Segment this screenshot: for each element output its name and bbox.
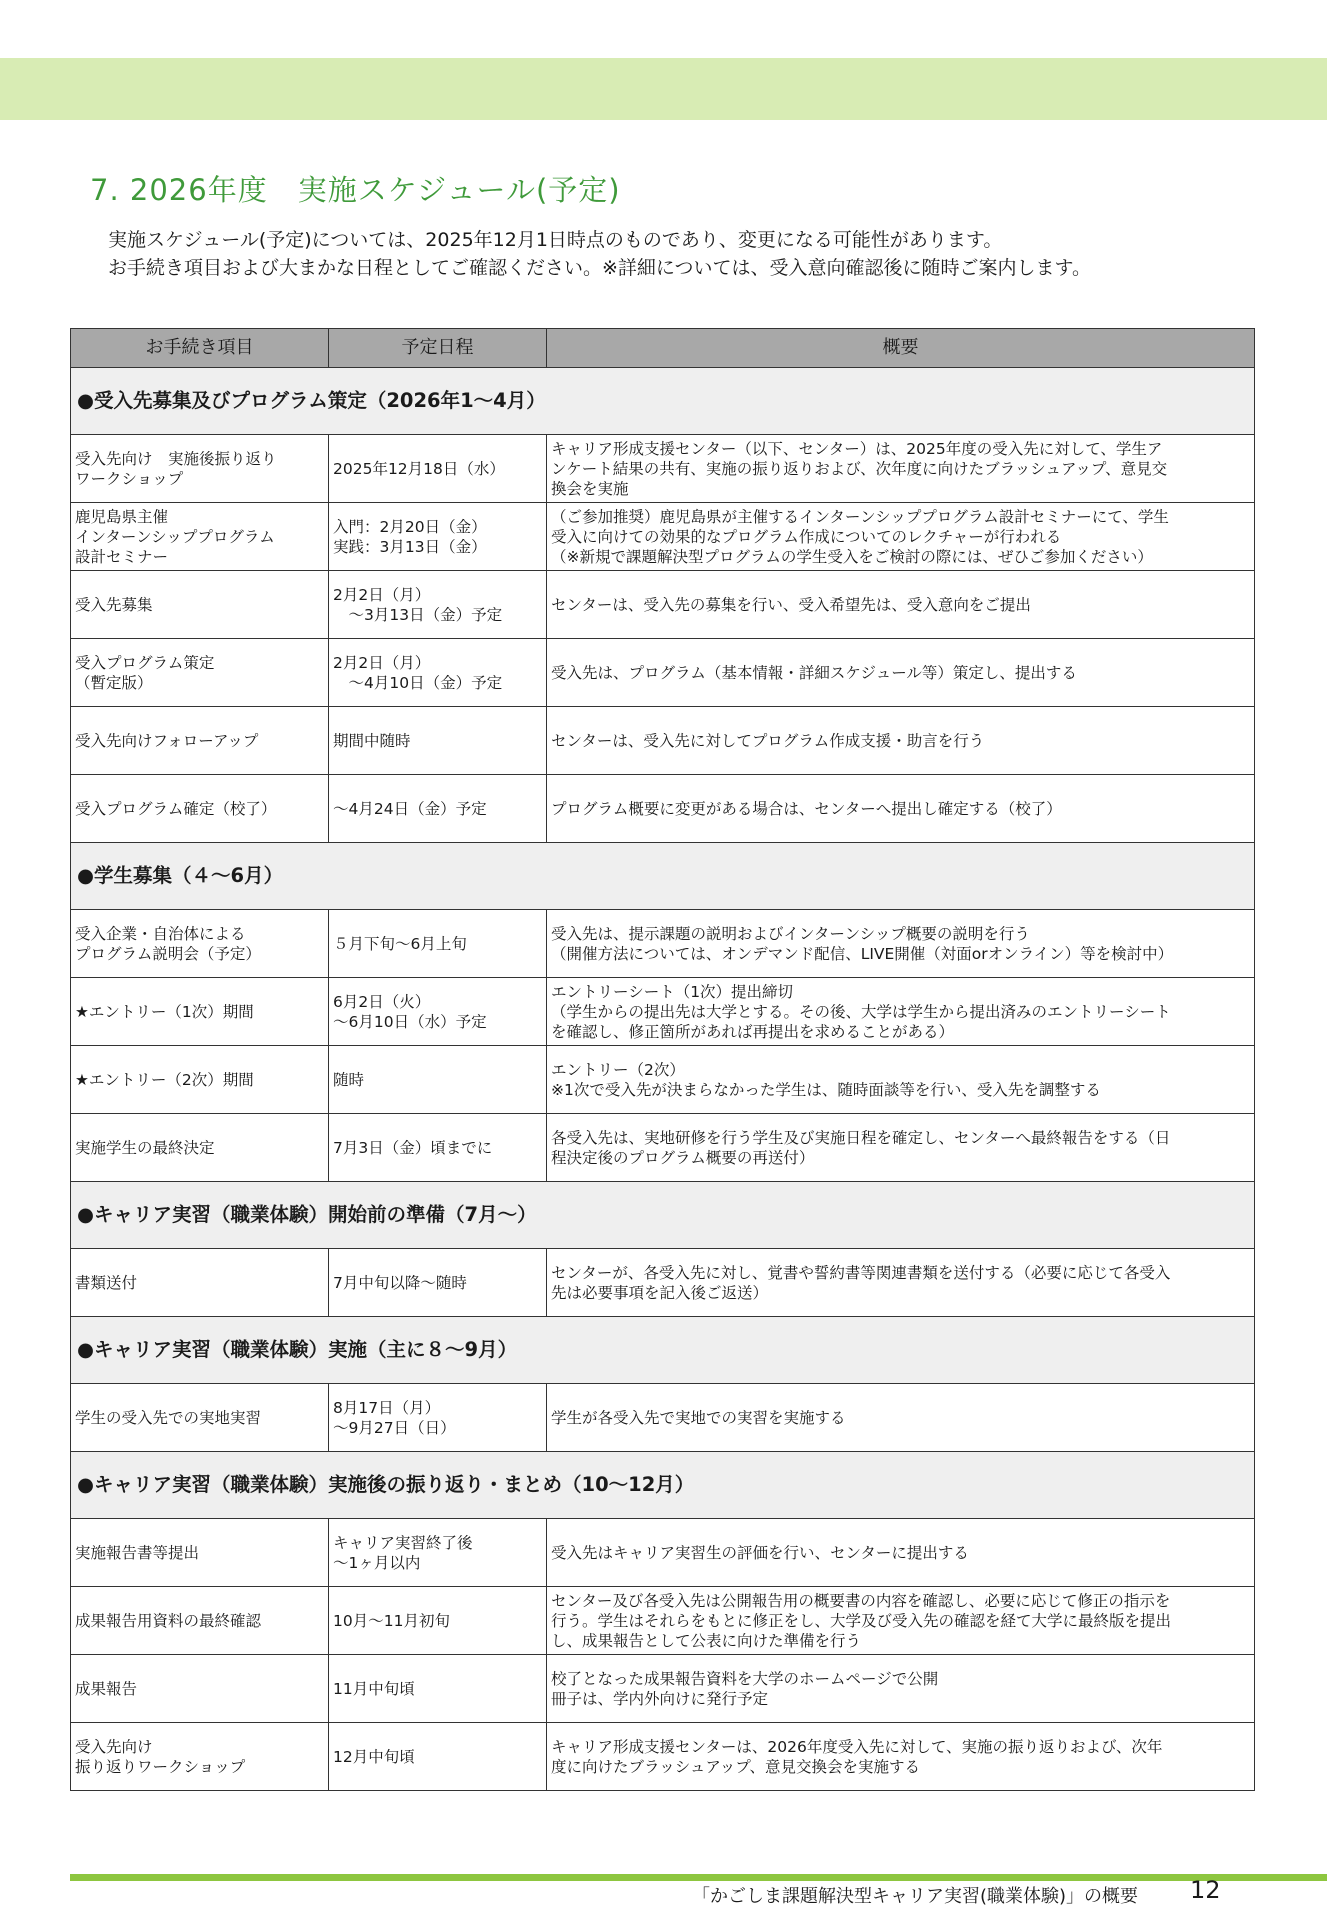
group-row	[71, 368, 1255, 435]
cell-date: 2月2日（月） ～4月10日（金）予定	[329, 639, 547, 707]
cell-item: 受入先募集	[71, 571, 329, 639]
cell-summary: 各受入先は、実地研修を行う学生及び実施日程を確定し、センターへ最終報告をする（日 程決定後のプログラム概要の再送付）	[547, 1114, 1255, 1182]
cell-summary: （ご参加推奨）鹿児島県が主催するインターンシッププログラム設計セミナーにて、学生 受入に向けての効果的なプログラム作成についてのレクチャーが行われる （※新規で課題解決型プログラムの学生受入をご検討の際には、ぜひご参加ください）	[547, 503, 1255, 571]
intro-line-1: 実施スケジュール(予定)については、2025年12月1日時点のものであり、変更になる可能性があります。	[108, 229, 1003, 251]
table-row	[71, 571, 1255, 639]
group-row	[71, 1317, 1255, 1384]
table-row	[71, 503, 1255, 571]
group-title: ●キャリア実習（職業体験）開始前の準備（7月～）	[71, 1182, 1255, 1249]
group-title: ●受入先募集及びプログラム策定（2026年1～4月）	[71, 368, 1255, 435]
page-number: 12	[1190, 1876, 1221, 1904]
cell-item: 成果報告用資料の最終確認	[71, 1587, 329, 1655]
cell-item: 受入先向けフォローアップ	[71, 707, 329, 775]
table-row	[71, 775, 1255, 843]
cell-item: 実施報告書等提出	[71, 1519, 329, 1587]
cell-summary: 校了となった成果報告資料を大学のホームページで公開 冊子は、学内外向けに発行予定	[547, 1655, 1255, 1723]
cell-summary: 受入先は、プログラム（基本情報・詳細スケジュール等）策定し、提出する	[547, 639, 1255, 707]
header-summary: 概要	[547, 329, 1255, 368]
cell-date: 随時	[329, 1046, 547, 1114]
cell-item: 受入プログラム確定（校了）	[71, 775, 329, 843]
group-title: ●キャリア実習（職業体験）実施（主に８～9月）	[71, 1317, 1255, 1384]
cell-item: 書類送付	[71, 1249, 329, 1317]
table-header-row	[71, 329, 1255, 368]
header-item: お手続き項目	[71, 329, 329, 368]
cell-date: ５月下旬～6月上旬	[329, 910, 547, 978]
table-row	[71, 910, 1255, 978]
table-row	[71, 435, 1255, 503]
table-row	[71, 1384, 1255, 1452]
cell-summary: 受入先は、提示課題の説明およびインターンシップ概要の説明を行う （開催方法については、オンデマンド配信、LIVE開催（対面orオンライン）等を検討中）	[547, 910, 1255, 978]
group-row	[71, 1182, 1255, 1249]
cell-summary: プログラム概要に変更がある場合は、センターへ提出し確定する（校了）	[547, 775, 1255, 843]
intro-text	[108, 226, 1288, 282]
table-row	[71, 639, 1255, 707]
cell-summary: センター及び各受入先は公開報告用の概要書の内容を確認し、必要に応じて修正の指示を 行う。学生はそれらをもとに修正をし、大学及び受入先の確認を経て大学に最終版を提出 し、成果報告として公表に向けた準備を行う	[547, 1587, 1255, 1655]
group-row	[71, 1452, 1255, 1519]
cell-summary: 学生が各受入先で実地での実習を実施する	[547, 1384, 1255, 1452]
cell-summary: 受入先はキャリア実習生の評価を行い、センターに提出する	[547, 1519, 1255, 1587]
cell-summary: キャリア形成支援センター（以下、センター）は、2025年度の受入先に対して、学生ア ンケート結果の共有、実施の振り返りおよび、次年度に向けたブラッシュアップ、意見交 換会を実施	[547, 435, 1255, 503]
footer-divider	[70, 1874, 1327, 1881]
cell-date: ～4月24日（金）予定	[329, 775, 547, 843]
group-title: ●キャリア実習（職業体験）実施後の振り返り・まとめ（10～12月）	[71, 1452, 1255, 1519]
top-header-band	[0, 58, 1327, 120]
cell-item: 受入先向け 振り返りワークショップ	[71, 1723, 329, 1791]
table-row	[71, 1519, 1255, 1587]
cell-date: 入門：2月20日（金） 実践：3月13日（金）	[329, 503, 547, 571]
cell-date: 12月中旬頃	[329, 1723, 547, 1791]
cell-summary: センターは、受入先に対してプログラム作成支援・助言を行う	[547, 707, 1255, 775]
cell-summary: キャリア形成支援センターは、2026年度受入先に対して、実施の振り返りおよび、次年 度に向けたブラッシュアップ、意見交換会を実施する	[547, 1723, 1255, 1791]
cell-date: 11月中旬頃	[329, 1655, 547, 1723]
cell-date: 10月～11月初旬	[329, 1587, 547, 1655]
cell-date: 2月2日（月） ～3月13日（金）予定	[329, 571, 547, 639]
footer-title: 「かごしま課題解決型キャリア実習(職業体験)」の概要	[692, 1886, 1139, 1907]
cell-item: 成果報告	[71, 1655, 329, 1723]
cell-item: 学生の受入先での実地実習	[71, 1384, 329, 1452]
table-row	[71, 978, 1255, 1046]
table-row	[71, 1723, 1255, 1791]
group-row	[71, 843, 1255, 910]
header-date: 予定日程	[329, 329, 547, 368]
cell-date: 6月2日（火） ～6月10日（水）予定	[329, 978, 547, 1046]
table-row	[71, 1249, 1255, 1317]
cell-summary: エントリー（2次） ※1次で受入先が決まらなかった学生は、随時面談等を行い、受入先を調整する	[547, 1046, 1255, 1114]
section-title: 7. 2026年度 実施スケジュール(予定)	[90, 173, 621, 207]
cell-item: ★エントリー（1次）期間	[71, 978, 329, 1046]
cell-item: 受入企業・自治体による プログラム説明会（予定）	[71, 910, 329, 978]
group-title: ●学生募集（４～6月）	[71, 843, 1255, 910]
cell-summary: センターが、各受入先に対し、覚書や誓約書等関連書類を送付する（必要に応じて各受入 先は必要事項を記入後ご返送）	[547, 1249, 1255, 1317]
cell-date: 7月3日（金）頃までに	[329, 1114, 547, 1182]
schedule-table	[70, 328, 1255, 1791]
table-row	[71, 1046, 1255, 1114]
cell-item: 鹿児島県主催 インターンシッププログラム 設計セミナー	[71, 503, 329, 571]
cell-date: 2025年12月18日（水）	[329, 435, 547, 503]
table-row	[71, 1655, 1255, 1723]
intro-line-2: お手続き項目および大まかな日程としてご確認ください。※詳細については、受入意向確認後に随時ご案内します。	[108, 257, 1092, 279]
cell-item: 実施学生の最終決定	[71, 1114, 329, 1182]
cell-date: 期間中随時	[329, 707, 547, 775]
cell-item: 受入プログラム策定 （暫定版）	[71, 639, 329, 707]
schedule-body	[71, 368, 1255, 1791]
cell-date: 8月17日（月） ～9月27日（日）	[329, 1384, 547, 1452]
cell-date: キャリア実習終了後 ～1ヶ月以内	[329, 1519, 547, 1587]
cell-item: ★エントリー（2次）期間	[71, 1046, 329, 1114]
cell-summary: センターは、受入先の募集を行い、受入希望先は、受入意向をご提出	[547, 571, 1255, 639]
cell-date: 7月中旬以降～随時	[329, 1249, 547, 1317]
table-row	[71, 707, 1255, 775]
cell-summary: エントリーシート（1次）提出締切 （学生からの提出先は大学とする。その後、大学は学生から提出済みのエントリーシート を確認し、修正箇所があれば再提出を求めることがある）	[547, 978, 1255, 1046]
table-row	[71, 1587, 1255, 1655]
cell-item: 受入先向け 実施後振り返り ワークショップ	[71, 435, 329, 503]
table-row	[71, 1114, 1255, 1182]
